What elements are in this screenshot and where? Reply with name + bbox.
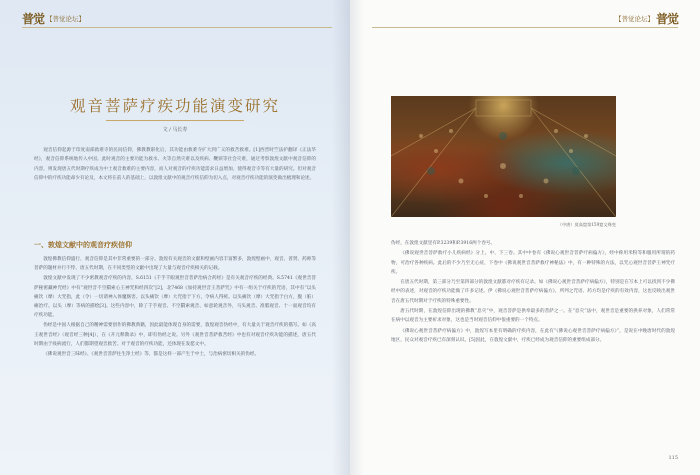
body-text-left <box>34 255 316 360</box>
magazine-logo: 普觉 <box>22 12 45 26</box>
header-rule <box>22 27 332 28</box>
paragraph: 敦煌佛教信仰盛行，观音信仰是其中非常重要的一部分。敦煌有关观音的文献和壁画内容丰富繁多，敦煌壁画中，观音、普贤、药师等菩萨的题材并行不悖，唐五代时期，在不同类型的文献中出现了大量与观音疗疾相关的记载。 <box>34 257 316 272</box>
right-page <box>350 0 700 475</box>
paragraph: 伪经，在敦煌文献里有P.3239和P.3916两个卷号。 <box>391 241 496 246</box>
magazine-logo: 普觉 <box>655 12 678 26</box>
paragraph: 敦煌文献中发现了不少密教观音疗疾的内容，S.6151《千手千眼观世音菩萨治病合药经》是有关观音疗疾的经典。S.5741《观世音菩萨秘密藏神咒经》中有“观世音不空羂索心王神咒和经四次”[2]，北7468《加持观世音王菩萨咒》中有一组关于疗疾的咒语，其中有“以头痛饮（摩）大咒指，此（令）一切诸神入体魔肠害。以头痛饮（摩）大咒指于下方，令病人得瘥。以头痛饮（摩）大咒指于白方，腹（脏）痛治疗。以头（摩）等病的描绘[3]。这些内容中，除了千手观音、不空羂索观音、如意轮观音外，马头观音、准胝观音、十一面观音均有疗疾功能。 <box>34 276 316 319</box>
column-tag: 【普觉论坛】 <box>614 15 654 23</box>
photo-caption: （中唐）莫高窟第159窟文殊变 <box>557 222 616 227</box>
article-title: 观音菩萨疗疾功能演变研究 <box>69 97 280 115</box>
mural-pattern-icon <box>391 96 616 217</box>
paragraph: 伪经是中国人根据自己的精神需要创作的佛教典籍，因此最能体现自身的需要，敦煌观音伪经中，有大量关于观音疗疾的描写。如《高王观世音经》（观音经三种[4]），在《开元释教录》中，即有伪经之说。另外《观世音菩萨救苦经》中也有对观音疗疾功能的描述，唐五代时期由于疫病流行，人们都期望观音救苦。对于观音的疗疾功能，还体现在发愿文中。 <box>34 323 316 347</box>
cave-ceiling-photo <box>391 96 616 217</box>
paragraph: 《佛说观世音菩萨救疗小儿疾病经》分上、中、下三卷。其中中卷有《佛说心观世音菩萨疗病偏方》，经中称用米粉等和服用所谓的药物，可治疗各种疾病。此后的不少乃至无心症，下卷中《佛说观世音菩萨救疗神秘法》中，有一种特殊的方法，以咒心观世音菩萨王神咒疗疾。 <box>391 251 675 275</box>
author-byline: 文 / 马长寿 <box>162 127 188 133</box>
body-text-right <box>391 239 675 346</box>
running-head-left <box>22 10 85 27</box>
title-divider <box>106 120 244 121</box>
header-rule <box>372 27 678 28</box>
paragraph: 唐五代时期，在敦煌信仰出现的佛教“息灾”中，观音菩萨是供奉最多的菩萨之一。在“息灾”法中，观世音是重要的供养对象，人们常常在病中以观音为主要祈求对象，这也是当时观音信仰中很重要的一个特点。 <box>391 309 675 324</box>
running-head-right <box>615 10 678 27</box>
abstract-paragraph: 观音信仰起源于印度南部救难寺的民间信仰，佛教教职化后，其功能由救难寺扩大到广义的救苦救难。[1]西晋时竺法护翻译《正法华经》，观音信仰系统地传入中国。此时观音的主要功能为救水、火等自然灾难以及疾病、鞭锁等社会灾难，通过考察敦煌文献中观音信仰的内容，则发现唐五代时期疗疾成为中土观音救难的主要内容，而人对观音的疗疾功能需求日益增加，使得观音寺等有大量的研究。但对观音信仰中的疗疾功能却少有论及，本文将在前人的基础上，以敦煌文献中的观音疗疾信仰为切入点，对观音疗疾功能的演变做出梳理和论述。 <box>34 148 316 182</box>
page-number: 115 <box>668 455 678 461</box>
paragraph: 《佛说观世音三昧经》、《观世音菩萨往生净土经》等，都是这样一部产生于中土，与治病密切相关的伪经。 <box>43 352 260 358</box>
section-heading: 一、敦煌文献中的观音疗疾信仰 <box>34 240 132 249</box>
paragraph: 在唐五代时期，第三部分乃至第四部分的敦煌文献都对疗疾有记录。如《佛说心观世音菩萨疗病偏方》，特别是在写本上可以找到不少佛经中的表述，对观音的疗疾功能做了许多记述。伊《佛说心观世音菩萨疗病偏方》，所列之咒语、药方均是疗疾的有效内容，这也反映出观世音在唐五代时期对于疗疾的特殊重要性。 <box>391 280 675 304</box>
column-tag: 【普觉论坛】 <box>46 15 86 23</box>
abstract <box>34 146 316 184</box>
paragraph: 《佛说心观世音菩萨疗病偏方》中，敦煌写本里有明确的疗疾内容，在此有“《佛说心观世音菩萨疗病偏方》”，是说在中晚唐时代的敦煌地区，民众对观音疗疾已有深刻认识。[5]因此，在敦煌文献中，疗疾已经成为观音信仰的重要组成部分。 <box>391 328 675 343</box>
